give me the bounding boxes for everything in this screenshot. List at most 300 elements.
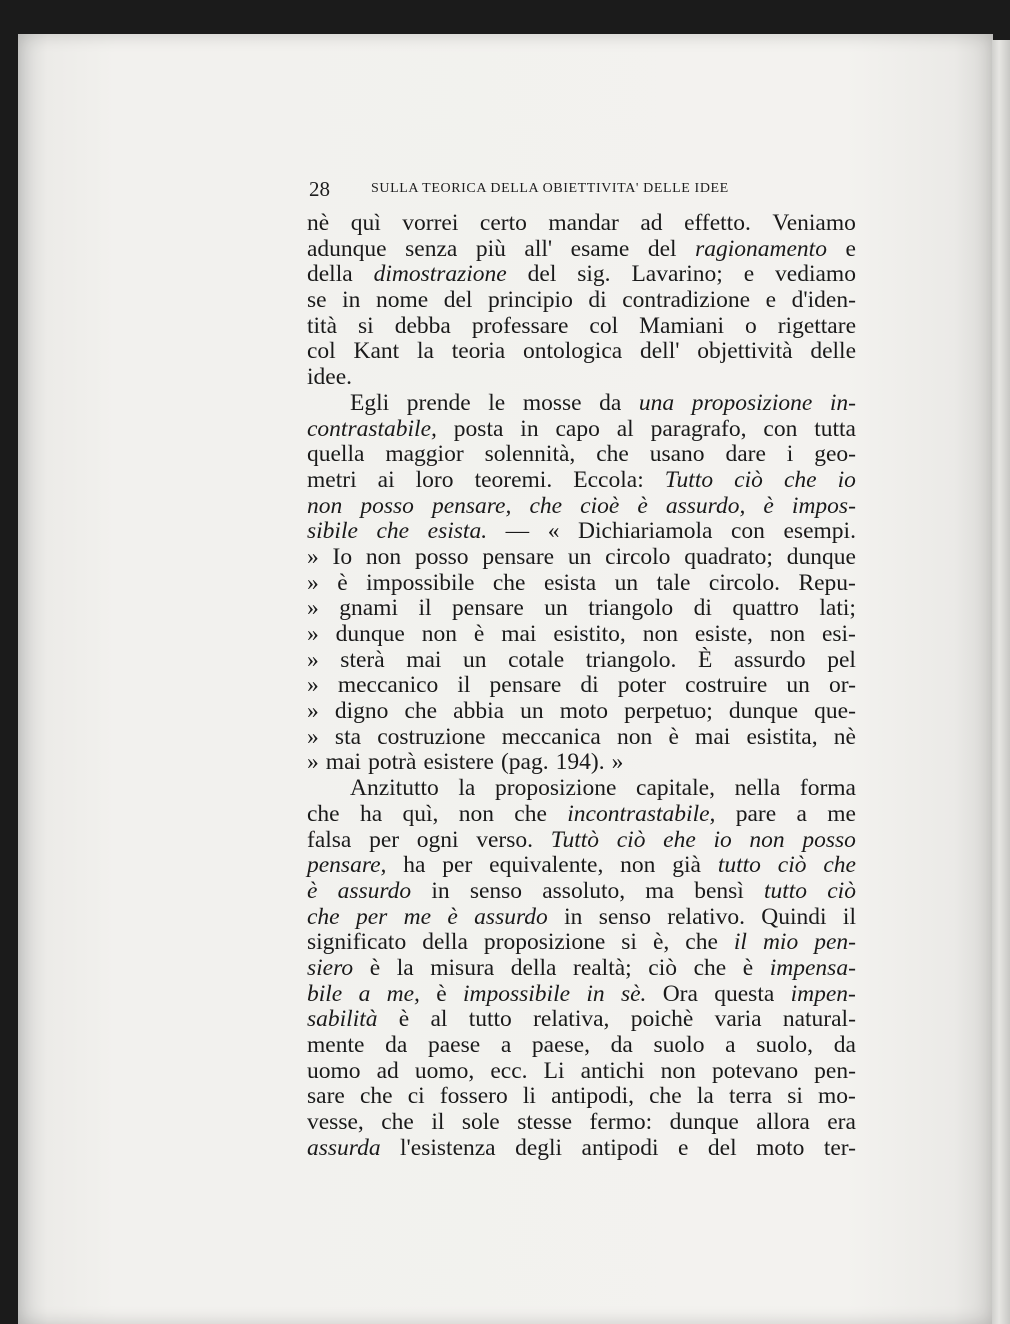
word: » — [307, 621, 319, 647]
word: non — [660, 1057, 696, 1084]
word: equivalente, — [489, 852, 604, 879]
text-line — [307, 956, 856, 982]
word: del — [647, 235, 677, 262]
text-line — [307, 699, 856, 725]
word: di — [693, 595, 712, 622]
word: — — [505, 518, 530, 545]
word: e — [678, 1134, 689, 1161]
word: che — [596, 441, 629, 468]
word: per — [369, 826, 400, 853]
word: pare — [735, 800, 777, 827]
word: la — [696, 1083, 714, 1110]
text-line — [307, 262, 856, 288]
word: verso. — [476, 826, 534, 853]
word: da — [833, 1032, 856, 1058]
word: a — [725, 1032, 736, 1058]
text-line — [307, 237, 856, 263]
word: cotale — [508, 646, 565, 673]
word: terra — [729, 1083, 773, 1110]
word: con — [763, 415, 798, 442]
word: è — [436, 980, 447, 1007]
word: posso — [414, 543, 469, 570]
word: un — [614, 569, 639, 596]
word: è — [447, 903, 458, 930]
word: Tuttò — [550, 826, 600, 853]
text-line — [307, 391, 856, 417]
word: il — [431, 1109, 445, 1136]
text-line — [307, 1059, 856, 1085]
word: in — [520, 415, 539, 442]
body-text — [307, 211, 856, 1161]
text-line — [307, 750, 856, 776]
word: all' — [524, 235, 553, 262]
word: del — [443, 287, 473, 314]
word: il — [733, 929, 747, 956]
word: mai — [501, 621, 537, 647]
word: pensare — [489, 672, 562, 699]
word: adunque — [307, 235, 387, 262]
word: assurdo — [733, 646, 806, 673]
text-line — [307, 417, 856, 443]
word: quattro — [732, 595, 799, 622]
word: Eccola: — [573, 466, 644, 493]
word: col — [307, 338, 336, 365]
word: sta — [334, 723, 362, 750]
word: un — [520, 698, 544, 725]
word: me, — [386, 980, 420, 1007]
word: » — [307, 569, 319, 596]
word: Ora — [662, 980, 698, 1007]
word: ragionamento — [695, 235, 827, 262]
word: impen- — [790, 980, 856, 1007]
word: a — [358, 980, 371, 1007]
word: Repu- — [798, 569, 856, 596]
word: in — [564, 903, 583, 930]
word: stesse — [517, 1109, 573, 1136]
word: che — [376, 518, 410, 545]
word: le — [488, 389, 506, 416]
word: non — [421, 621, 457, 647]
word: con — [731, 518, 765, 545]
word: è — [637, 492, 648, 519]
text-line — [307, 1136, 856, 1162]
word: la — [396, 954, 414, 981]
word: Kant — [353, 338, 400, 365]
word: paese, — [531, 1032, 590, 1058]
word: falsa — [307, 826, 352, 853]
word: geo- — [814, 441, 856, 468]
word: uomo — [307, 1057, 361, 1084]
word: pel — [827, 646, 856, 673]
word: costruzione — [377, 723, 486, 750]
word: io — [713, 826, 732, 853]
word: contradizione — [622, 287, 751, 314]
word: circolo. — [708, 569, 781, 596]
word: loro — [415, 466, 454, 493]
word: uomo, — [414, 1057, 475, 1084]
text-line — [307, 596, 856, 622]
word: e — [743, 261, 755, 288]
text-line — [307, 648, 856, 674]
word: che — [307, 903, 340, 930]
word: sare — [307, 1083, 345, 1110]
word: effetto. — [684, 210, 751, 236]
word: il — [418, 595, 432, 622]
word: ad — [640, 210, 663, 236]
word: esiste, — [694, 621, 753, 647]
word: tutto — [763, 877, 808, 904]
word: esistere — [423, 749, 494, 776]
word: dimostrazione — [373, 261, 507, 288]
word: moto — [756, 1134, 805, 1161]
word: debba — [394, 312, 451, 339]
word: un — [463, 646, 487, 673]
word: ciò — [648, 954, 677, 981]
word: che — [381, 1109, 414, 1136]
word: proposizione — [495, 775, 617, 802]
word: non — [620, 852, 656, 879]
word: in — [586, 980, 605, 1007]
word: il — [842, 903, 856, 930]
word: Io — [332, 543, 353, 570]
word: un — [786, 672, 810, 699]
word: il — [457, 672, 471, 699]
word: professare — [471, 312, 569, 339]
word: » — [611, 749, 624, 776]
page-number: 28 — [309, 177, 330, 201]
word: assurda — [307, 1134, 381, 1161]
word: mente — [307, 1032, 365, 1058]
word: vediamo — [775, 261, 856, 288]
word: è — [307, 877, 318, 904]
text-line — [307, 545, 856, 571]
word: È — [697, 646, 713, 673]
word: della — [422, 929, 468, 956]
word: gnami — [339, 595, 398, 622]
word: nella — [734, 775, 781, 802]
word: in — [342, 287, 361, 314]
word: impensa- — [769, 954, 856, 981]
word: ad — [376, 1057, 399, 1084]
word: assurdo — [337, 877, 412, 904]
word: mai — [325, 749, 362, 776]
word: esista — [543, 569, 597, 596]
text-line — [307, 339, 856, 365]
word: della — [510, 954, 557, 981]
word: triangolo — [588, 595, 674, 622]
word: circolo — [605, 543, 671, 570]
text-line — [307, 1007, 856, 1033]
word: non — [307, 492, 343, 519]
word: » — [307, 543, 319, 570]
word: ontologica — [523, 338, 623, 365]
word: è — [473, 621, 485, 647]
word: antipodi — [581, 1134, 659, 1161]
word: cioè — [580, 492, 620, 519]
word: potrà — [368, 749, 417, 776]
word: che — [783, 466, 817, 493]
word: ecc. — [490, 1057, 528, 1084]
word: si — [621, 929, 637, 956]
word: ma — [645, 877, 675, 904]
word: di — [588, 287, 607, 314]
word: la — [458, 775, 476, 802]
text-line — [307, 622, 856, 648]
word: assoluto, — [542, 877, 626, 904]
word: che — [514, 800, 547, 827]
word: in- — [829, 389, 856, 416]
word: è — [763, 492, 774, 519]
word: mandar — [548, 210, 619, 236]
word: dunque — [728, 698, 799, 725]
word: esista. — [427, 518, 488, 545]
word: natural- — [782, 1006, 856, 1033]
text-line — [307, 853, 856, 879]
word: da — [610, 1032, 633, 1058]
word: tale — [656, 569, 691, 596]
word: mio — [762, 929, 799, 956]
word: quadrato; — [684, 543, 773, 570]
word: teoremi. — [474, 466, 553, 493]
word: è — [742, 954, 754, 981]
word: delle — [810, 338, 856, 365]
word: perpetuo; — [624, 698, 713, 725]
word: paese — [427, 1032, 481, 1058]
word: nome — [375, 287, 429, 314]
word: sabilità — [307, 1006, 378, 1033]
word: ai — [377, 466, 395, 493]
text-line — [307, 905, 856, 931]
word: que- — [814, 698, 856, 725]
word: esistita, — [746, 723, 818, 750]
word: bensì — [694, 877, 744, 904]
word: idee. — [307, 364, 353, 391]
word: è — [337, 569, 348, 596]
word: allora — [756, 1109, 810, 1136]
text-line — [307, 1033, 856, 1059]
word: è — [369, 954, 381, 981]
word: pensare, — [307, 852, 387, 879]
word: incontrastabile, — [567, 800, 716, 827]
word: « — [547, 518, 560, 545]
text-line — [307, 571, 856, 597]
word: bile — [307, 980, 343, 1007]
word: mosse — [522, 389, 582, 416]
word: del — [527, 261, 557, 288]
text-line — [307, 1084, 856, 1110]
word: è, — [652, 929, 670, 956]
page-edge — [992, 40, 1010, 1324]
word: quì — [350, 210, 381, 236]
word: tutto — [468, 1006, 512, 1033]
word: dell' — [639, 338, 680, 365]
word: proposizione — [483, 929, 606, 956]
word: misura — [430, 954, 495, 981]
word: triangolo. — [585, 646, 677, 673]
running-head — [309, 177, 853, 207]
word: Mamiani — [639, 312, 724, 339]
word: non — [642, 621, 678, 647]
word: Tutto — [664, 466, 714, 493]
word: è — [398, 1006, 410, 1033]
word: che — [492, 569, 526, 596]
word: potevano — [711, 1057, 799, 1084]
word: non — [769, 621, 806, 647]
text-line — [307, 879, 856, 905]
word: certo — [479, 210, 527, 236]
text-line — [307, 1110, 856, 1136]
word: non — [458, 800, 494, 827]
word: mai — [695, 723, 731, 750]
word: mo- — [818, 1083, 856, 1110]
word: me — [827, 800, 856, 827]
word: assurdo, — [665, 492, 746, 519]
word: fossero — [439, 1083, 508, 1110]
word: tutto — [717, 852, 761, 879]
word: lati; — [819, 595, 856, 622]
word: Egli — [350, 389, 390, 416]
text-line — [307, 725, 856, 751]
word: senso — [598, 903, 651, 930]
word: realtà; — [573, 954, 632, 981]
word: meccanica — [501, 723, 601, 750]
text-line — [307, 494, 856, 520]
word: io — [837, 466, 856, 493]
word: contrastabile, — [307, 415, 437, 442]
word: e — [845, 235, 856, 262]
word: e — [765, 287, 777, 314]
word: pensare — [452, 595, 524, 622]
word: senza — [405, 235, 458, 262]
word: era — [827, 1109, 856, 1136]
word: moto — [559, 698, 608, 725]
word: non — [365, 543, 402, 570]
word: abbia — [453, 698, 505, 725]
word: 194). — [555, 749, 605, 776]
text-line — [307, 828, 856, 854]
word: proposizione — [691, 389, 813, 416]
word: a — [500, 1032, 512, 1058]
word: si — [787, 1083, 803, 1110]
word: più — [475, 235, 506, 262]
word: esistito, — [553, 621, 626, 647]
word: metri — [307, 466, 357, 493]
word: ogni — [416, 826, 459, 853]
word: esame — [570, 235, 630, 262]
word: significato — [307, 929, 407, 956]
word: usano — [649, 441, 705, 468]
text-line — [307, 365, 856, 391]
word: l'esistenza — [400, 1134, 496, 1161]
word: ci — [407, 1083, 425, 1110]
word: dare — [725, 441, 766, 468]
word: si — [358, 312, 374, 339]
word: un — [567, 543, 592, 570]
text-line — [307, 930, 856, 956]
word: digno — [334, 698, 389, 725]
word: vesse, — [307, 1109, 364, 1136]
word: poter — [617, 672, 667, 699]
word: poichè — [630, 1006, 694, 1033]
word: è — [668, 723, 679, 750]
word: che — [404, 698, 438, 725]
word: sole — [461, 1109, 500, 1136]
word: prende — [406, 389, 471, 416]
word: esempi. — [783, 518, 856, 545]
word: la — [416, 338, 434, 365]
word: posta — [453, 415, 504, 442]
word: della — [307, 261, 353, 288]
word: capo — [555, 415, 600, 442]
word: una — [638, 389, 675, 416]
word: forma — [799, 775, 856, 802]
word: quella — [307, 441, 365, 468]
word: nè — [833, 723, 856, 750]
word: solennità, — [484, 441, 576, 468]
word: che — [649, 1083, 682, 1110]
word: Dichiariamola — [578, 518, 713, 545]
word: pen- — [814, 929, 856, 956]
word: objettività — [697, 338, 793, 365]
word: col — [589, 312, 619, 339]
running-head-title: SULLA TEORICA DELLA OBIETTIVITA' DELLE IDEE — [371, 181, 729, 196]
word: or- — [828, 672, 856, 699]
word: per — [355, 903, 388, 930]
word: se — [307, 287, 327, 314]
text-line — [307, 442, 856, 468]
word: impossibile — [462, 980, 571, 1007]
word: questa — [714, 980, 775, 1007]
text-line — [307, 776, 856, 802]
text-line — [307, 802, 856, 828]
word: fermo: — [589, 1109, 653, 1136]
word: posso — [360, 492, 414, 519]
word: Veniamo — [772, 210, 856, 236]
word: mai — [406, 646, 442, 673]
word: impossibile — [366, 569, 475, 596]
word: capitale, — [636, 775, 715, 802]
word: Li — [543, 1057, 565, 1084]
word: principio — [487, 287, 573, 314]
word: già — [672, 852, 701, 879]
word: costruire — [685, 672, 768, 699]
word: che — [823, 852, 856, 879]
word: ehe — [663, 826, 696, 853]
word: sè. — [620, 980, 647, 1007]
word: varia — [714, 1006, 762, 1033]
word: maggior — [385, 441, 464, 468]
word: un — [544, 595, 568, 622]
word: ciò — [777, 852, 807, 879]
word: ter- — [823, 1134, 856, 1161]
word: che — [307, 800, 340, 827]
word: (pag. — [500, 749, 549, 776]
word: pensare, — [431, 492, 512, 519]
word: sterà — [340, 646, 385, 673]
word: quì, — [402, 800, 439, 827]
word: tutta — [814, 415, 856, 442]
word: al — [616, 415, 634, 442]
text-line — [307, 468, 856, 494]
word: non — [749, 826, 785, 853]
word: tità — [307, 312, 338, 339]
word: relativo. — [667, 903, 745, 930]
word: » — [307, 723, 319, 750]
word: Anzitutto — [350, 775, 439, 802]
word: posso — [802, 826, 856, 853]
word: del — [707, 1134, 737, 1161]
word: relativa, — [533, 1006, 610, 1033]
